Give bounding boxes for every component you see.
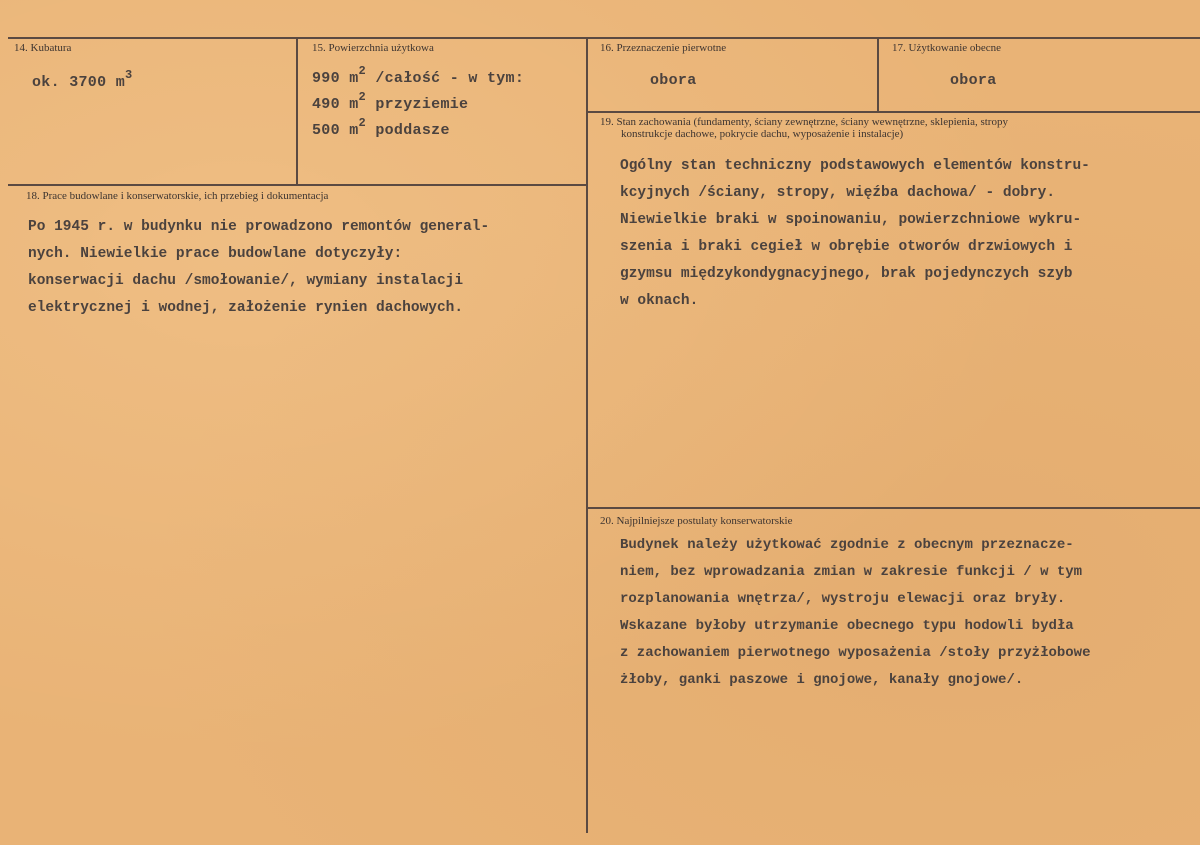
powierzchnia-label: 15. Powierzchnia użytkowa — [312, 42, 434, 54]
powierzchnia-line-1 — [312, 66, 524, 87]
divider-under-19 — [588, 507, 1200, 509]
stan-line-6: w oknach. — [620, 293, 699, 309]
divider-left-right — [586, 39, 588, 833]
powierzchnia-line-2-text: przyziemie — [366, 96, 469, 113]
postulaty-line-1: Budynek należy użytkować zgodnie z obecnym przeznacze- — [620, 537, 1074, 553]
przeznaczenie-label: 16. Przeznaczenie pierwotne — [600, 42, 727, 54]
powierzchnia-line-3 — [312, 118, 450, 139]
postulaty-line-4: Wskazane byłoby utrzymanie obecnego typu hodowli bydła — [620, 618, 1074, 634]
kubatura-number: ok. 3700 m — [32, 74, 126, 91]
postulaty-label: 20. Najpilniejsze postulaty konserwatorskie — [600, 515, 793, 527]
stan-label-line-2: konstrukcje dachowe, pokrycie dachu, wyposażenie i instalacje) — [621, 128, 904, 140]
prace-label: 18. Prace budowlane i konserwatorskie, ich przebieg i dokumentacja — [26, 190, 329, 202]
powierzchnia-line-3-text: poddasze — [366, 122, 450, 139]
powierzchnia-line-2-exponent: 2 — [358, 90, 367, 104]
powierzchnia-line-1-text: /całość - w tym: — [366, 70, 525, 87]
kubatura-value — [32, 70, 133, 91]
divider-under-14-15 — [8, 184, 586, 186]
powierzchnia-line-2-num: 490 m — [312, 96, 359, 113]
kubatura-label: 14. Kubatura — [14, 42, 72, 54]
stan-line-2: kcyjnych /ściany, stropy, więźba dachowa/ - dobry. — [620, 185, 1056, 201]
prace-line-1: Po 1945 r. w budynku nie prowadzono remontów general- — [28, 219, 490, 235]
powierzchnia-line-3-num: 500 m — [312, 122, 359, 139]
stan-line-3: Niewielkie braki w spoinowaniu, powierzchniowe wykru- — [620, 212, 1082, 228]
postulaty-line-3: rozplanowania wnętrza/, wystroju elewacji oraz bryły. — [620, 591, 1066, 607]
prace-text — [28, 214, 489, 322]
stan-label-line-1: 19. Stan zachowania (fundamenty, ściany zewnętrzne, ściany wewnętrzne, sklepienia, stropy — [600, 116, 1008, 128]
kubatura-unit-exponent: 3 — [125, 68, 133, 82]
przeznaczenie-value: obora — [650, 72, 697, 89]
postulaty-line-6: żłoby, ganki paszowe i gnojowe, kanały gnojowe/. — [620, 672, 1024, 688]
prace-line-2: nych. Niewielkie prace budowlane dotyczyły: — [28, 246, 403, 262]
divider-under-16-17 — [588, 111, 1200, 113]
divider-16-17 — [877, 39, 879, 112]
powierzchnia-line-1-exponent: 2 — [358, 64, 367, 78]
stan-line-1: Ogólny stan techniczny podstawowych elementów konstru- — [620, 158, 1090, 174]
stan-line-4: szenia i braki cegieł w obrębie otworów drzwiowych i — [620, 239, 1073, 255]
uzytkowanie-label: 17. Użytkowanie obecne — [892, 42, 1002, 54]
prace-line-3: konserwacji dachu /smołowanie/, wymiany instalacji — [28, 273, 464, 289]
divider-14-15 — [296, 39, 298, 184]
prace-line-4: elektrycznej i wodnej, założenie rynien dachowych. — [28, 300, 464, 316]
powierzchnia-line-3-exponent: 2 — [358, 116, 367, 130]
postulaty-line-5: z zachowaniem pierwotnego wyposażenia /stoły przyżłobowe — [620, 645, 1091, 661]
stan-text — [620, 153, 1090, 315]
postulaty-line-2: niem, bez wprowadzania zmian w zakresie funkcji / w tym — [620, 564, 1083, 580]
powierzchnia-line-2 — [312, 92, 468, 113]
powierzchnia-line-1-num: 990 m — [312, 70, 359, 87]
uzytkowanie-value: obora — [950, 72, 997, 89]
top-border — [8, 37, 1200, 39]
stan-line-5: gzymsu międzykondygnacyjnego, brak pojedynczych szyb — [620, 266, 1073, 282]
postulaty-text — [620, 532, 1090, 694]
